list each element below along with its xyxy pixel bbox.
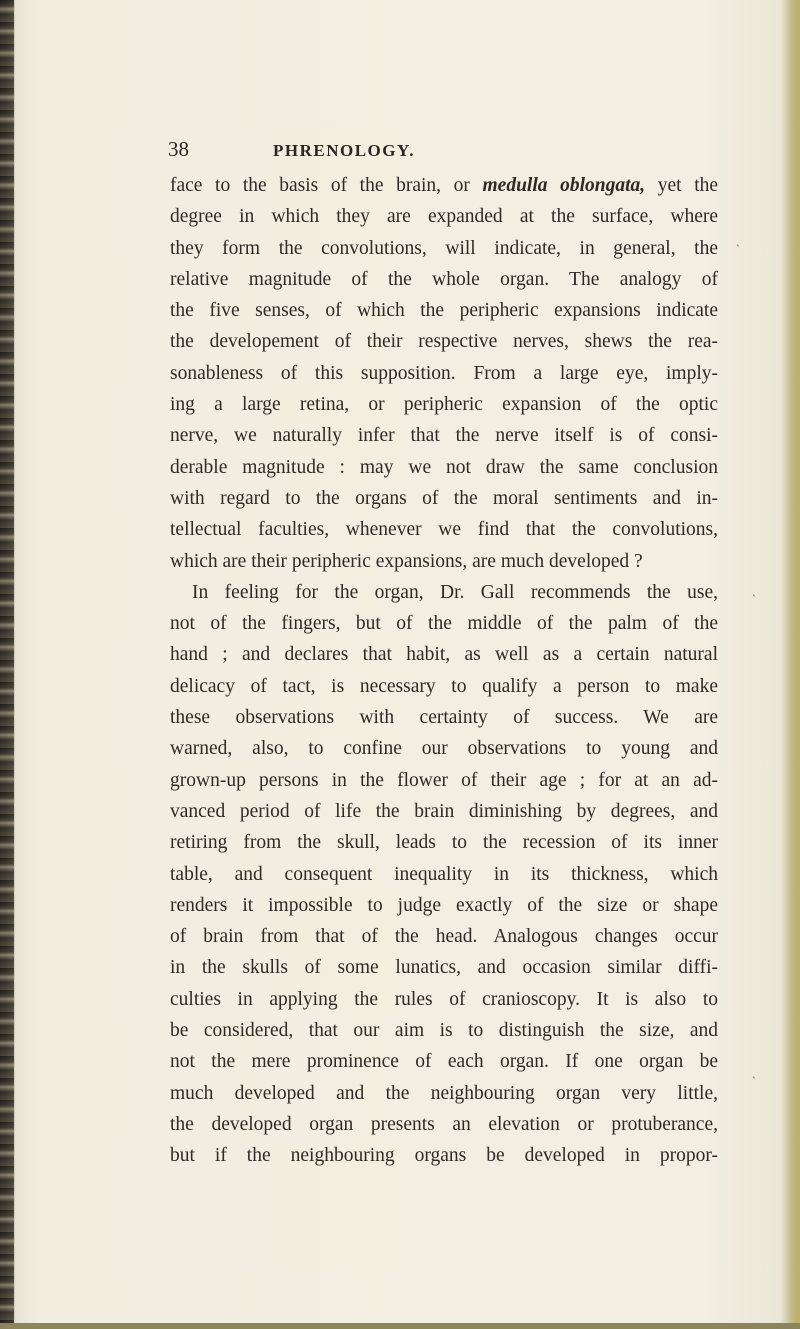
margin-tick-mark: ˎ [752, 1064, 757, 1079]
text-line [170, 389, 718, 420]
text-line [170, 984, 718, 1015]
text-line [170, 201, 718, 232]
text-line-content: tellectual faculties, whenever we find that the convolutions, [170, 519, 718, 541]
text-line-content: in the skulls of some lunatics, and occasion similar diffi- [170, 957, 718, 979]
text-line [170, 420, 718, 451]
text-line-content: which are their peripheric expansions, are much developed ? [170, 550, 643, 572]
text-line-content: warned, also, to confine our observations to young and [170, 738, 718, 760]
text-line [170, 671, 718, 702]
text-line-content: table, and consequent inequality in its thickness, which [170, 863, 718, 885]
text-line-content: with regard to the organs of the moral sentiments and in- [170, 487, 718, 509]
text-line-content: renders it impossible to judge exactly of the size or shape [170, 894, 718, 916]
text-line [170, 546, 718, 577]
text-line [170, 577, 718, 608]
text-line [170, 170, 718, 201]
margin-tick-mark: ˎ [752, 582, 757, 597]
text-line [170, 702, 718, 733]
text-line [170, 483, 718, 514]
text-line-content: much developed and the neighbouring organ very little, [170, 1082, 718, 1104]
text-line-content: sonableness of this supposition. From a large eye, imply- [170, 362, 718, 384]
text-line-content: these observations with certainty of success. We are [170, 707, 718, 729]
page-bottom-edge [0, 1323, 800, 1329]
text-line-content: not the mere prominence of each organ. If one organ be [170, 1051, 718, 1073]
text-line [170, 1046, 718, 1077]
text-line-continuation: yet the [645, 175, 719, 196]
text-line [170, 1140, 718, 1171]
text-line-content: the five senses, of which the peripheric expansions indicate [170, 300, 718, 322]
text-line [170, 952, 718, 983]
text-line-content: be considered, that our aim is to distinguish the size, and [170, 1020, 718, 1042]
text-line-content: face to the basis of the brain, or [170, 175, 483, 196]
running-head: PHRENOLOGY. [273, 141, 415, 160]
text-line-content: degree in which they are expanded at the surface, where [170, 206, 718, 228]
text-line-content: In feeling for the organ, Dr. Gall recommends the use, [192, 581, 718, 603]
text-line [170, 733, 718, 764]
text-line [170, 639, 718, 670]
page-number: 38 [168, 137, 189, 161]
text-line-content: not of the fingers, but of the middle of the palm of the [170, 613, 718, 635]
text-line-content: grown-up persons in the flower of their age ; for at an ad- [170, 769, 718, 791]
text-line-content: culties in applying the rules of cranioscopy. It is also to [170, 988, 718, 1010]
italic-term: medulla oblongata, [482, 175, 646, 196]
text-line [170, 859, 718, 890]
page-right-edge [788, 0, 800, 1329]
text-line-content: of brain from that of the head. Analogous changes occur [170, 926, 718, 948]
text-line-content: retiring from the skull, leads to the recession of its inner [170, 832, 718, 854]
text-line-content: but if the neighbouring organs be developed in propor- [170, 1145, 718, 1167]
text-line [170, 765, 718, 796]
text-line [170, 1015, 718, 1046]
text-line [170, 890, 718, 921]
text-line [170, 264, 718, 295]
text-line [170, 452, 718, 483]
text-line [170, 295, 718, 326]
text-line-content: the developement of their respective nerves, shews the rea- [170, 331, 718, 353]
text-line-content: relative magnitude of the whole organ. The analogy of [170, 268, 718, 290]
text-line [170, 1078, 718, 1109]
text-line [170, 358, 718, 389]
text-line-content: they form the convolutions, will indicate, in general, the [170, 237, 718, 259]
text-line-content: ing a large retina, or peripheric expansion of the optic [170, 394, 718, 416]
text-line-content: derable magnitude : may we not draw the same conclusion [170, 456, 718, 478]
text-line-content: nerve, we naturally infer that the nerve itself is of consi- [170, 425, 718, 447]
text-line [170, 827, 718, 858]
text-line [170, 326, 718, 357]
text-line-content: vanced period of life the brain diminishing by degrees, and [170, 800, 718, 822]
page-header [168, 137, 688, 167]
body-text [170, 170, 718, 1172]
text-line-content: delicacy of tact, is necessary to qualify a person to make [170, 675, 718, 697]
text-line [170, 796, 718, 827]
text-line [170, 514, 718, 545]
text-line [170, 608, 718, 639]
text-line [170, 1109, 718, 1140]
text-line [170, 921, 718, 952]
page-binding-edge [0, 0, 14, 1329]
margin-tick-mark: ˎ [736, 232, 741, 247]
text-line-content: the developed organ presents an elevation or protuberance, [170, 1113, 718, 1135]
text-line-content: hand ; and declares that habit, as well as a certain natural [170, 644, 718, 666]
text-line [170, 233, 718, 264]
